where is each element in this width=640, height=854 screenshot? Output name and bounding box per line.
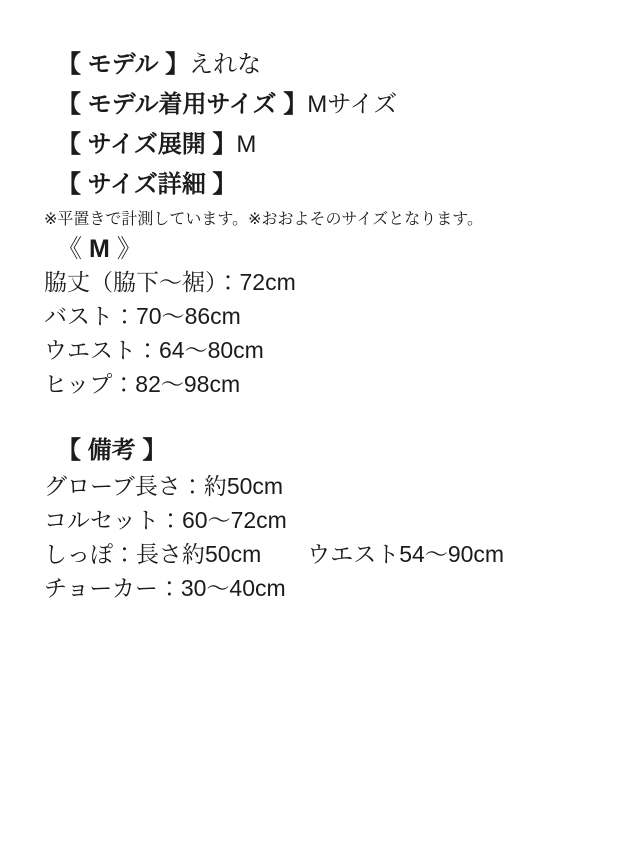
remarks-list (44, 469, 610, 605)
measurement-note: ※平置きで計測しています。※おおよそのサイズとなります。 (44, 211, 483, 228)
model-wearing-size-label: 【 モデル着用サイズ 】 (57, 91, 308, 118)
spec-line-size-range (57, 125, 610, 165)
remark-corset: コルセット：60〜72cm (44, 507, 287, 533)
size-heading (57, 233, 610, 265)
model-label: 【 モデル 】 (57, 51, 190, 78)
measurement-list (44, 265, 610, 401)
spec-line-size-detail (57, 165, 610, 205)
spec-line-model (57, 45, 610, 85)
remarks-title: 【 備考 】 (57, 437, 167, 464)
measurement-hip: ヒップ：82〜98cm (44, 371, 241, 397)
model-value: えれな (189, 51, 262, 78)
size-range-value: M (236, 131, 257, 158)
size-heading-close-bracket: 》 (109, 235, 142, 263)
size-range-label: 【 サイズ展開 】 (57, 131, 237, 158)
measurement-bust: バスト：70〜86cm (44, 303, 241, 329)
remark-glove-length: グローブ長さ：約50cm (44, 473, 284, 499)
size-heading-open-bracket: 《 (57, 235, 89, 263)
measurement-waist: ウエスト：64〜80cm (44, 337, 264, 363)
size-detail-label: 【 サイズ詳細 】 (57, 171, 237, 198)
remark-choker: チョーカー：30〜40cm (44, 575, 286, 601)
remark-tail: しっぽ：長さ約50cm ウエスト54〜90cm (44, 541, 505, 567)
model-wearing-size-value: Mサイズ (307, 91, 398, 118)
spec-line-model-wearing-size (57, 85, 610, 125)
measurement-side-length: 脇丈（脇下〜裾）：72cm (44, 269, 296, 295)
size-heading-name: M (88, 235, 110, 263)
